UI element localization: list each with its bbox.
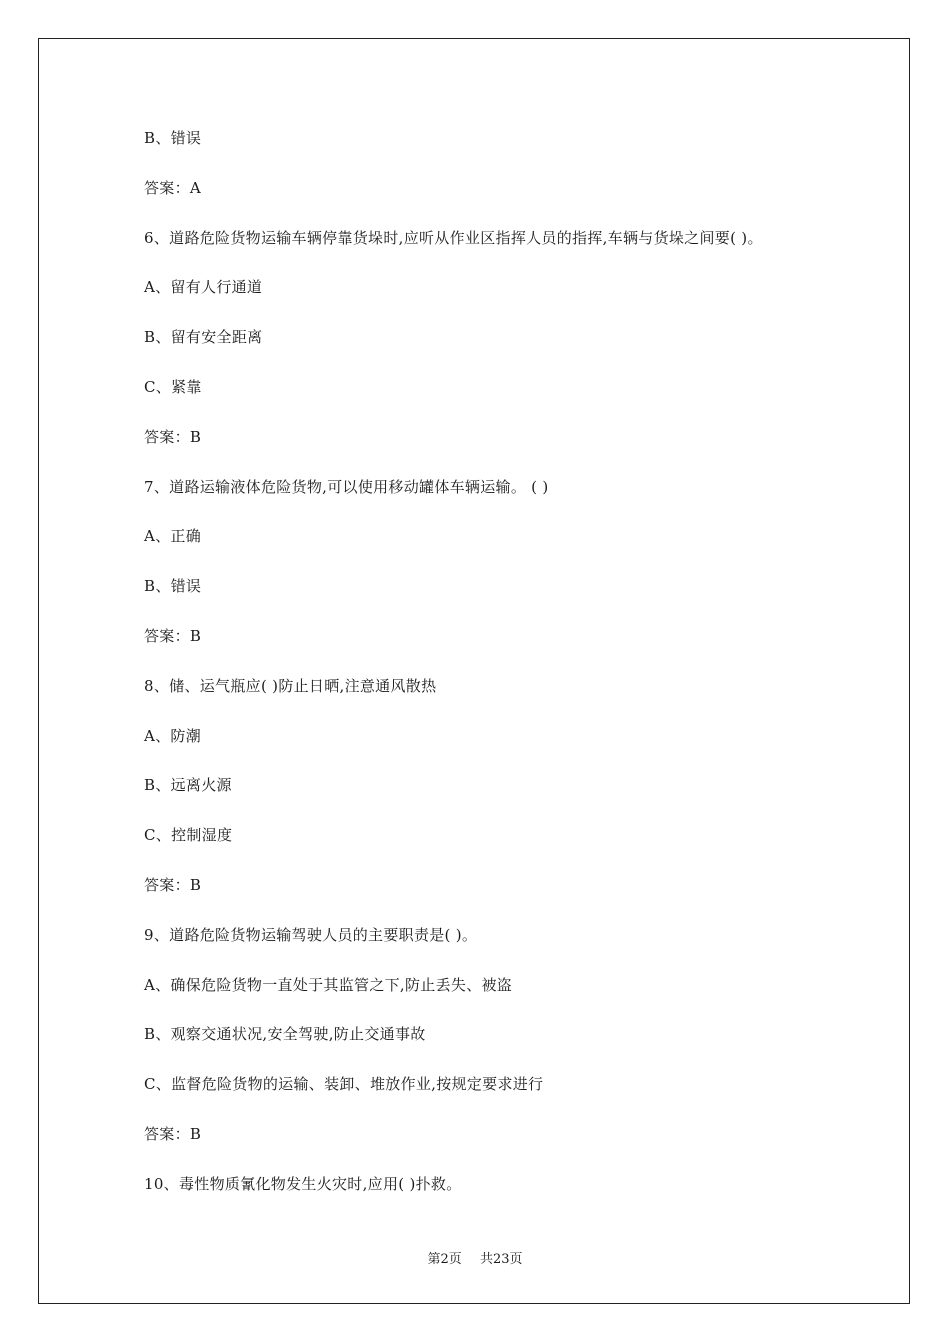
option-line: B、观察交通状况,安全驾驶,防止交通事故 (144, 1025, 426, 1044)
option-line: A、防潮 (144, 726, 202, 745)
option-line: C、控制湿度 (144, 826, 233, 845)
option-line: B、留有安全距离 (144, 328, 263, 347)
question-6: 6、道路危险货物运输车辆停靠货垛时,应听从作业区指挥人员的指挥,车辆与货垛之间要( )。 (144, 228, 763, 247)
option-line: A、确保危险货物一直处于其监管之下,防止丢失、被盗 (144, 975, 513, 994)
option-line: A、正确 (144, 527, 202, 546)
answer-line: 答案：B (144, 1124, 202, 1143)
answer-line: 答案：B (144, 626, 202, 645)
option-line: C、监督危险货物的运输、装卸、堆放作业,按规定要求进行 (144, 1075, 544, 1094)
option-line: B、错误 (144, 577, 202, 596)
question-7: 7、道路运输液体危险货物,可以使用移动罐体车辆运输。 ( ) (144, 477, 549, 496)
page-number: 第2页 (427, 1252, 462, 1267)
option-line: B、远离火源 (144, 776, 232, 795)
answer-line: 答案：A (144, 178, 202, 197)
question-9: 9、道路危险货物运输驾驶人员的主要职责是( )。 (144, 925, 478, 944)
page-footer (0, 1248, 950, 1267)
question-8: 8、储、运气瓶应( )防止日晒,注意通风散热 (144, 676, 437, 695)
question-10: 10、毒性物质氰化物发生火灾时,应用( )扑救。 (144, 1174, 462, 1193)
option-line: A、留有人行通道 (144, 278, 263, 297)
page-total: 共23页 (479, 1252, 523, 1267)
option-line: C、紧靠 (144, 377, 202, 396)
document-body (144, 126, 844, 1222)
text-line: B、错误 (144, 129, 202, 147)
answer-line: 答案：B (144, 875, 202, 894)
answer-line: 答案：B (144, 427, 202, 446)
